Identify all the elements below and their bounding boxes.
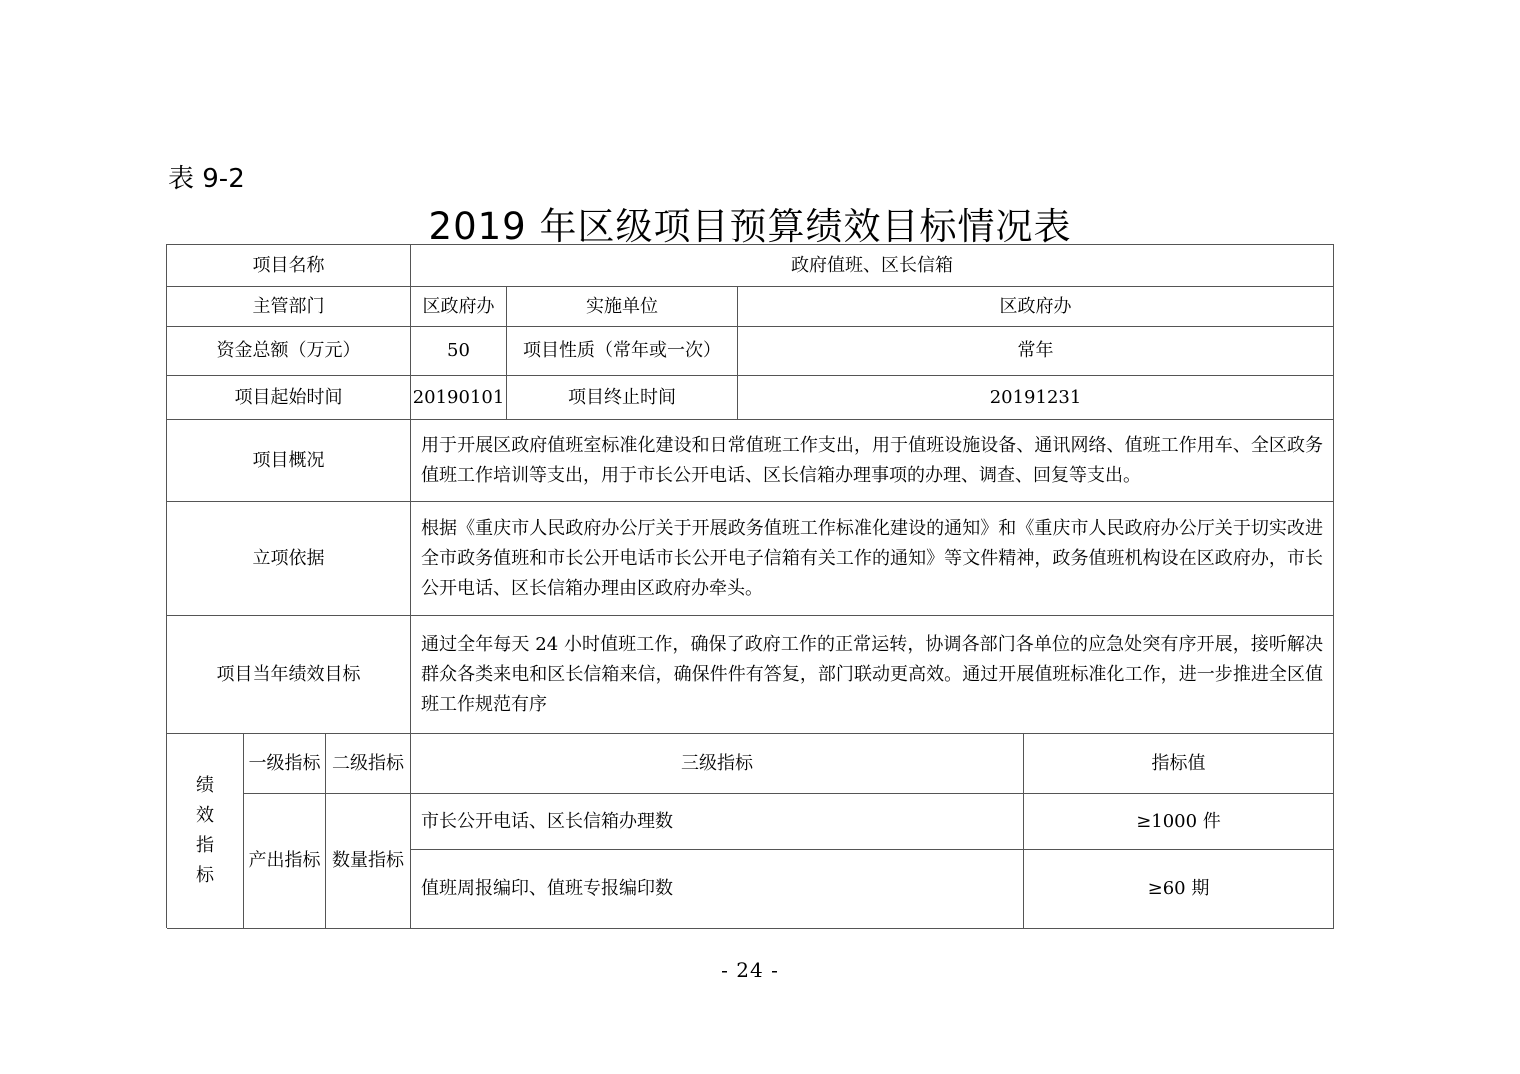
level1-output: 产出指标 [244, 794, 326, 929]
basis-label: 立项依据 [167, 502, 411, 616]
value-header: 指标值 [1024, 734, 1334, 794]
perf-indicators-label [167, 734, 244, 929]
indicator-name: 值班周报编印、值班专报编印数 [411, 850, 1024, 929]
level2-header: 二级指标 [326, 734, 411, 794]
indicator-value: ≥1000 件 [1024, 794, 1334, 850]
funds-value: 50 [411, 327, 507, 376]
dept-value: 区政府办 [411, 287, 507, 327]
project-name-label: 项目名称 [167, 245, 411, 287]
impl-value: 区政府办 [738, 287, 1334, 327]
dept-label: 主管部门 [167, 287, 411, 327]
perf-indicators-text: 绩效指标 [195, 775, 214, 886]
level2-quantity: 数量指标 [326, 794, 411, 929]
nature-label: 项目性质（常年或一次） [507, 327, 738, 376]
page-number: - 24 - [721, 958, 779, 982]
funds-label: 资金总额（万元） [167, 327, 411, 376]
page-title: 2019 年区级项目预算绩效目标情况表 [428, 205, 1072, 248]
project-name-value: 政府值班、区长信箱 [411, 245, 1334, 287]
end-label: 项目终止时间 [507, 376, 738, 420]
indicator-name: 市长公开电话、区长信箱办理数 [411, 794, 1024, 850]
start-label: 项目起始时间 [167, 376, 411, 420]
overview-label: 项目概况 [167, 420, 411, 502]
indicator-value: ≥60 期 [1024, 850, 1334, 929]
start-value: 20190101 [411, 376, 507, 420]
level1-header: 一级指标 [244, 734, 326, 794]
impl-label: 实施单位 [507, 287, 738, 327]
table-label: 表 9-2 [168, 164, 245, 194]
goal-label: 项目当年绩效目标 [167, 616, 411, 734]
goal-text: 通过全年每天 24 小时值班工作，确保了政府工作的正常运转，协调各部门各单位的应急处突有序开展，接听解决群众各类来电和区长信箱来信，确保件件有答复，部门联动更高效。通过开展值班标准化工作，进一步推进全区值班工作规范有序 [411, 616, 1334, 734]
performance-table [166, 244, 1334, 928]
end-value: 20191231 [738, 376, 1334, 420]
overview-text: 用于开展区政府值班室标准化建设和日常值班工作支出，用于值班设施设备、通讯网络、值班工作用车、全区政务值班工作培训等支出，用于市长公开电话、区长信箱办理事项的办理、调查、回复等支出。 [411, 420, 1334, 502]
basis-text: 根据《重庆市人民政府办公厅关于开展政务值班工作标准化建设的通知》和《重庆市人民政府办公厅关于切实改进全市政务值班和市长公开电话市长公开电子信箱有关工作的通知》等文件精神，政务值班机构设在区政府办，市长公开电话、区长信箱办理由区政府办牵头。 [411, 502, 1334, 616]
nature-value: 常年 [738, 327, 1334, 376]
level3-header: 三级指标 [411, 734, 1024, 794]
